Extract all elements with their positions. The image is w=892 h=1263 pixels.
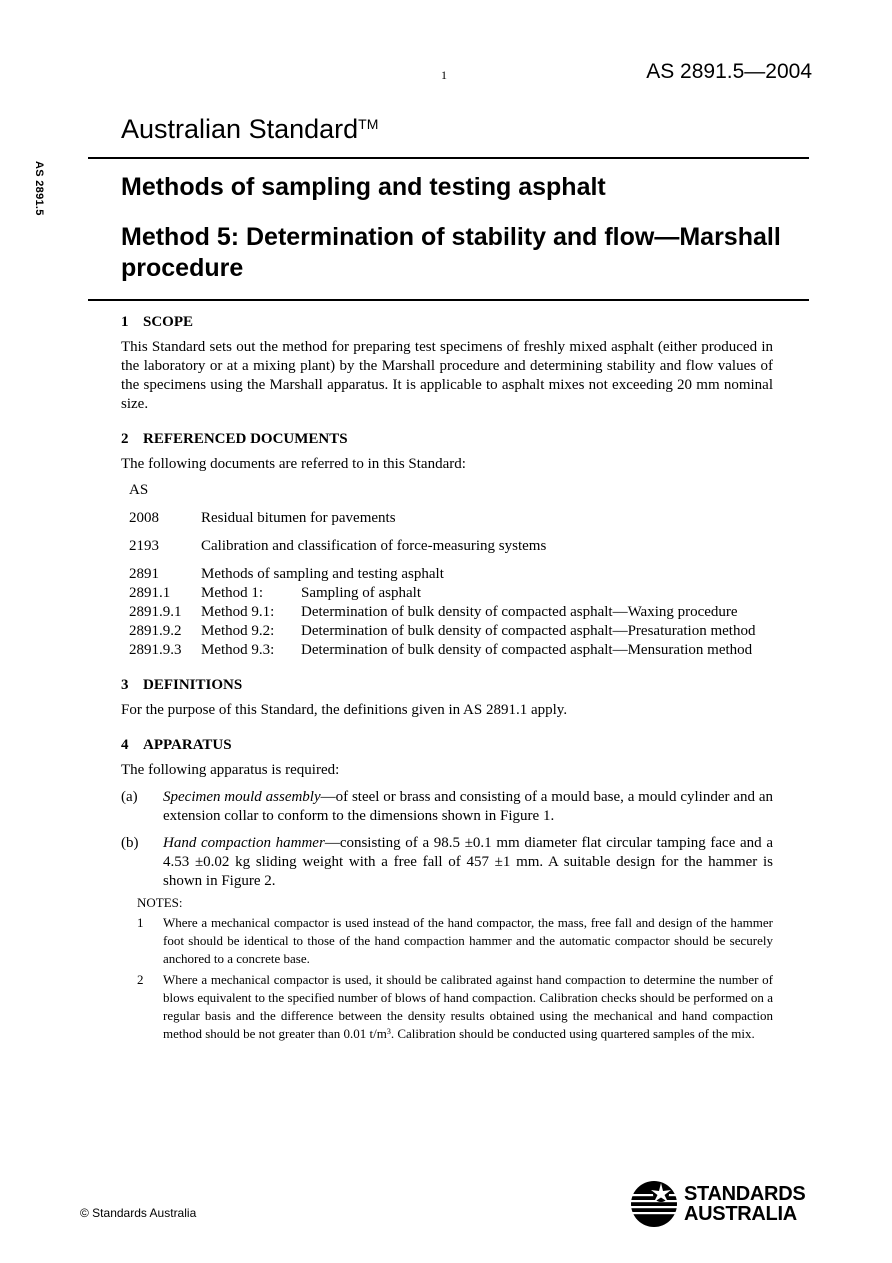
logo-line-2: AUSTRALIA [684,1203,797,1225]
page-number: 1 [441,68,447,82]
reference-row [129,641,773,660]
reference-row [129,603,773,622]
section-title: DEFINITIONS [143,677,243,693]
section-title: APPARATUS [143,737,232,753]
publication-type-label: Australian Standard [121,114,359,144]
reference-code: 2193 [129,538,159,554]
item-term: Specimen mould assembly [163,789,321,805]
reference-method: Method 1: [201,585,264,601]
reference-title: Determination of bulk density of compacted asphalt—Mensuration method [301,642,753,658]
section-heading [121,676,773,695]
item-text [163,834,773,891]
copyright: © Standards Australia [80,1206,197,1220]
item-description: —of steel or brass and consisting of a mould base, a mould cylinder and an extension collar to conform to the dimensions shown in Figure 1. [163,789,773,824]
main-title: Methods of sampling and testing asphalt [121,173,606,201]
reference-code: 2891.9.1 [129,604,182,620]
note-superscript: 3 [386,1027,391,1036]
references-table [129,481,773,660]
note-item [137,914,773,968]
definitions-text: For the purpose of this Standard, the definitions given in AS 2891.1 apply. [121,702,568,718]
note-text-part: . Calibration should be conducted using quartered samples of the mix. [390,1026,755,1041]
reference-method: Method 9.1: [201,604,275,620]
reference-method: Method 9.2: [201,623,275,639]
item-label: (b) [121,835,139,851]
section-heading [121,313,773,332]
item-term: Hand compaction hammer [163,835,325,851]
section-references [121,430,773,660]
title-bottom-rule [88,299,809,301]
references-intro: The following documents are referred to in this Standard: [121,456,466,472]
notes-heading: NOTES: [137,895,183,910]
reference-row [129,500,773,528]
side-code: AS 2891.5 [33,161,45,216]
item-text [163,788,773,826]
reference-code: 2891.1 [129,585,171,601]
reference-title: Residual bitumen for pavements [201,510,396,526]
section-number: 1 [121,314,129,330]
reference-title: Determination of bulk density of compacted asphalt—Presaturation method [301,623,756,639]
reference-code: 2008 [129,510,159,526]
note-text [163,971,773,1043]
apparatus-item [121,788,773,826]
reference-method: Method 9.3: [201,642,275,658]
section-heading [121,430,773,449]
section-apparatus [121,736,773,1043]
section-scope [121,313,773,414]
section-number: 4 [121,737,129,753]
note-text: Where a mechanical compactor is used instead of the hand compactor, the mass, free fall and design of the hammer foot should be identical to those of the hand compaction hammer and the automatic compactor should be securely anchored to a concrete base. [163,915,773,966]
starburst-icon [630,1180,678,1228]
standards-australia-logo [630,1180,805,1228]
note-label: 2 [137,972,144,987]
top-rule [88,157,809,159]
section-number: 3 [121,677,129,693]
trademark-mark: TM [358,116,379,132]
reference-row [129,622,773,641]
section-heading [121,736,773,755]
scope-text: This Standard sets out the method for preparing test specimens of freshly mixed asphalt (either produced in the laboratory or at a mixing plant) by the Marshall procedure and determining stability and flow values of the specimens using the Marshall apparatus. It is applicable to asphalt mixes not exceeding 20 mm nominal size. [121,339,773,412]
reference-title: Methods of sampling and testing asphalt [201,566,444,582]
reference-code: 2891.9.2 [129,623,182,639]
reference-title: Determination of bulk density of compacted asphalt—Waxing procedure [301,604,738,620]
logo-line-1: STANDARDS [684,1183,806,1205]
reference-row [129,528,773,556]
note-label: 1 [137,915,144,930]
document-body [121,313,773,1043]
section-title: SCOPE [143,314,194,330]
note-text-part: Where a mechanical compactor is used, it should be calibrated against hand compaction to determine the number of blows equivalent to the specified number of blows of hand compaction. Calibration checks should be performed on a regular basis and the difference between the density results obtained using the mechanical and hand compaction method should be not greater than 0.01 t/m [163,972,773,1041]
item-label: (a) [121,789,138,805]
section-number: 2 [121,431,129,447]
publication-type [121,114,378,145]
apparatus-intro: The following apparatus is required: [121,762,340,778]
reference-title: Sampling of asphalt [301,585,421,601]
section-title: REFERENCED DOCUMENTS [143,431,348,447]
section-definitions [121,676,773,720]
note-item [137,971,773,1043]
references-prefix: AS [129,482,149,498]
standard-number: AS 2891.5—2004 [646,60,812,83]
reference-row [129,584,773,603]
method-title: Method 5: Determination of stability and flow—Marshall procedure [121,223,781,282]
reference-row [129,556,773,584]
reference-code: 2891.9.3 [129,642,182,658]
reference-code: 2891 [129,566,159,582]
apparatus-item [121,834,773,891]
reference-title: Calibration and classification of force-measuring systems [201,538,547,554]
logo-wordmark [684,1184,805,1224]
item-description: —consisting of a 98.5 ±0.1 mm diameter flat circular tamping face and a 4.53 ±0.02 kg sliding weight with a free fall of 457 ±1 mm. A suitable design for the hammer is shown in Figure 2. [163,835,773,889]
